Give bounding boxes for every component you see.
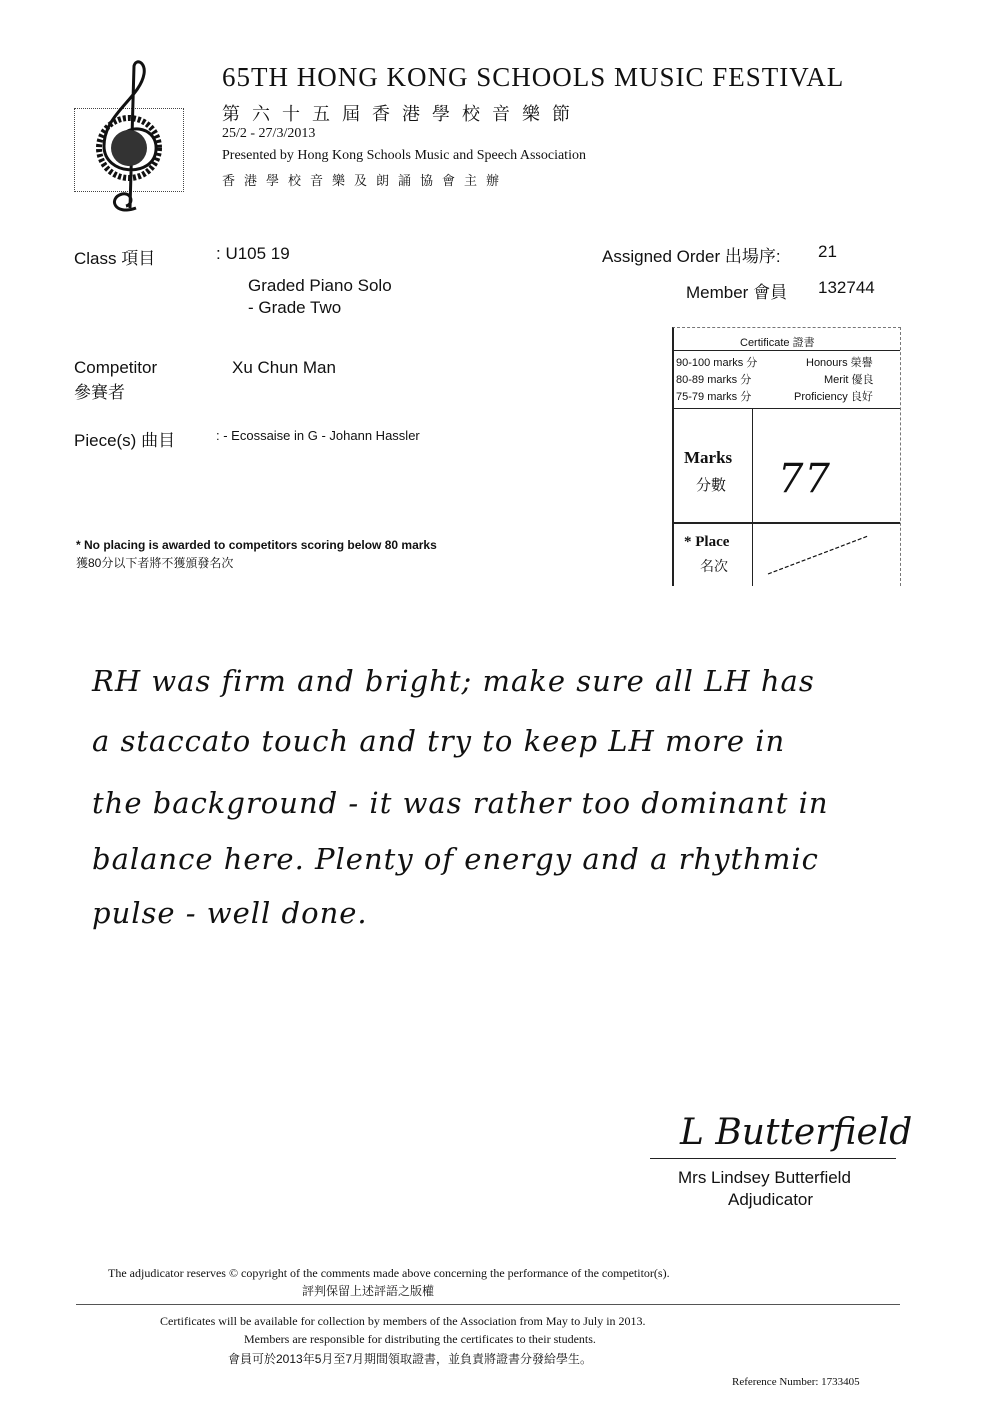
comment-line: the background - it was rather too dominant in bbox=[92, 786, 829, 820]
class-grade: - Grade Two bbox=[248, 298, 342, 317]
marks-label: Marks bbox=[684, 448, 733, 467]
copyright-note: The adjudicator reserves © copyright of the comments made above concerning the performance of the competitor(s). bbox=[108, 1266, 670, 1280]
presenter-line: Presented by Hong Kong Schools Music and Speech Association bbox=[222, 148, 586, 163]
cert-range-3: 75-79 marks 分 bbox=[676, 391, 752, 403]
member-label: Member 會員 bbox=[686, 283, 788, 302]
collection-note-zh: 會員可於2013年5月至7月期間領取證書，並負責將證書分發給學生。 bbox=[228, 1352, 593, 1366]
member-value: 132744 bbox=[818, 278, 875, 297]
cert-range-1: 90-100 marks 分 bbox=[676, 357, 758, 369]
class-value: : U105 19 bbox=[216, 244, 290, 263]
copyright-note-zh: 評判保留上述評語之版權 bbox=[302, 1284, 435, 1298]
place-strikethrough bbox=[764, 532, 874, 578]
comment-line: a staccato touch and try to keep LH more in bbox=[92, 724, 786, 758]
comment-line: pulse - well done. bbox=[92, 896, 368, 930]
assigned-order-value: 21 bbox=[818, 242, 837, 261]
certificate-box bbox=[672, 327, 901, 586]
adjudicator-name: Mrs Lindsey Butterfield bbox=[678, 1168, 851, 1187]
assigned-order-label: Assigned Order 出場序: bbox=[602, 247, 781, 266]
marks-label-zh: 分數 bbox=[696, 477, 727, 494]
class-description: Graded Piano Solo bbox=[248, 276, 392, 295]
reference-number: Reference Number: 1733405 bbox=[732, 1376, 860, 1388]
place-label-zh: 名次 bbox=[700, 558, 728, 574]
competitor-label-zh: 參賽者 bbox=[74, 383, 125, 402]
comment-line: balance here. Plenty of energy and a rhythmic bbox=[92, 842, 819, 876]
collection-note: Certificates will be available for collection by members of the Association from May to July in 2013. bbox=[160, 1314, 646, 1328]
placing-note-zh: 獲80分以下者將不獲頒發名次 bbox=[76, 556, 234, 570]
class-label: Class 項目 bbox=[74, 249, 156, 268]
place-label: * Place bbox=[684, 534, 730, 550]
placing-note: * No placing is awarded to competitors scoring below 80 marks bbox=[76, 538, 437, 552]
certificate-heading: Certificate 證書 bbox=[740, 337, 815, 349]
pieces-label: Piece(s) 曲目 bbox=[74, 431, 176, 450]
pieces-value: : - Ecossaise in G - Johann Hassler bbox=[216, 428, 420, 443]
festival-title: 65TH HONG KONG SCHOOLS MUSIC FESTIVAL bbox=[222, 62, 845, 92]
presenter-line-zh: 香港學校音樂及朗誦協會主辦 bbox=[222, 173, 509, 188]
adjudicator-title: Adjudicator bbox=[728, 1190, 814, 1209]
competitor-label: Competitor bbox=[74, 358, 158, 377]
cert-award-2: Merit 優良 bbox=[824, 374, 874, 386]
festival-dates: 25/2 - 27/3/2013 bbox=[222, 126, 316, 141]
festival-title-zh: 第六十五屆香港學校音樂節 bbox=[222, 104, 582, 124]
members-note: Members are responsible for distributing the certificates to their students. bbox=[244, 1332, 596, 1346]
cert-award-1: Honours 榮譽 bbox=[806, 357, 873, 369]
competitor-name: Xu Chun Man bbox=[232, 358, 336, 377]
comment-line: RH was firm and bright; make sure all LH has bbox=[92, 664, 815, 698]
cert-award-3: Proficiency 良好 bbox=[794, 391, 873, 403]
adjudicator-signature: L Butterfield bbox=[680, 1112, 913, 1153]
cert-range-2: 80-89 marks 分 bbox=[676, 374, 752, 386]
treble-clef-logo bbox=[74, 58, 184, 218]
marks-value: 77 bbox=[778, 456, 831, 502]
